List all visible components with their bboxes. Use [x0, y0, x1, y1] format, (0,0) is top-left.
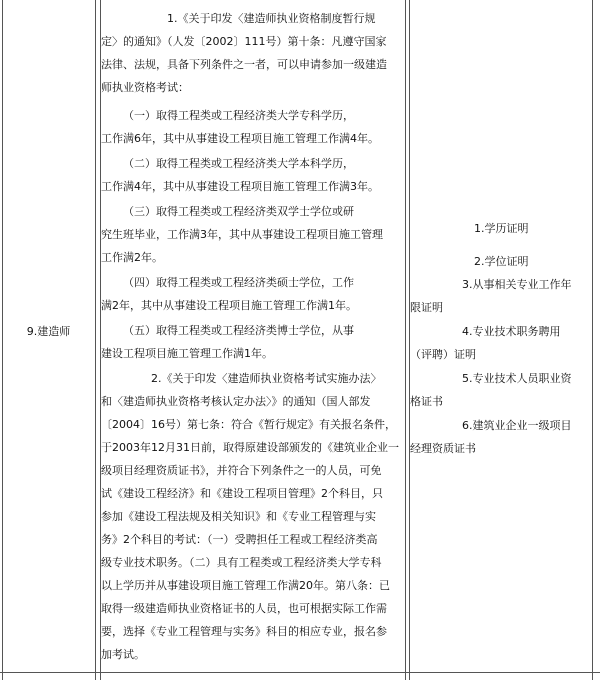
conditions-line: 工作满4年，其中从事建设工程项目施工管理工作满3年。 [101, 180, 379, 193]
conditions-line: 务》2个科目的考试：（一）受聘担任工程或工程经济类高 [101, 533, 378, 546]
conditions-line: 满2年，其中从事建设工程项目施工管理工作满1年。 [101, 299, 357, 312]
conditions-line: 取得一级建造师执业资格证书的人员，也可根据实际工作需 [101, 602, 387, 615]
conditions-line: 以上学历并从事建设项目施工管理工作满20年。第八条：已 [101, 579, 390, 592]
conditions-line: 建设工程项目施工管理工作满1年。 [101, 347, 273, 360]
profession-cell [3, 0, 94, 680]
materials-line: 2.学位证明 [474, 255, 529, 268]
conditions-line: 要，选择《专业工程管理与实务》科目的相应专业，报名参 [101, 625, 387, 638]
conditions-line: 1.《关于印发〈建造师执业资格制度暂行规 [167, 12, 376, 25]
conditions-line: 〔2004〕16号）第七条：符合《暂行规定》有关报名条件， [101, 418, 396, 431]
conditions-line: 工作满2年。 [101, 251, 163, 264]
column-divider [95, 0, 96, 680]
conditions-line: 参加《建设工程法规及相关知识》和《专业工程管理与实 [101, 510, 376, 523]
conditions-line: 于2003年12月31日前，取得原建设部颁发的《建筑业企业一 [101, 441, 399, 454]
conditions-line: 师执业资格考试： [101, 81, 189, 94]
conditions-line: （四）取得工程类或工程经济类硕士学位，工作 [123, 276, 354, 289]
materials-line: 限证明 [410, 301, 443, 314]
conditions-line: （三）取得工程类或工程经济类双学士学位或研 [123, 205, 354, 218]
conditions-line: 加考试。 [101, 648, 145, 661]
column-divider [405, 0, 406, 680]
conditions-line: 定〉的通知》（人发〔2002〕111号）第十条：凡遵守国家 [101, 35, 387, 48]
conditions-line: （二）取得工程类或工程经济类大学本科学历， [123, 157, 354, 170]
materials-line: 6.建筑业企业一级项目 [462, 419, 572, 432]
conditions-line: 2.《关于印发〈建造师执业资格考试实施办法〉 [151, 372, 382, 385]
materials-cell [410, 0, 590, 680]
table-border-right [592, 0, 593, 680]
materials-line: 5.专业技术人员职业资 [462, 372, 572, 385]
materials-line: 格证书 [410, 395, 443, 408]
conditions-line: 工作满6年，其中从事建设工程项目施工管理工作满4年。 [101, 132, 379, 145]
profession-label: 9.建造师 [26, 325, 71, 338]
conditions-line: 究生班毕业，工作满3年，其中从事建设工程项目施工管理 [101, 228, 383, 241]
conditions-line: 法律、法规，具备下列条件之一者，可以申请参加一级建造 [101, 58, 387, 71]
materials-line: 4.专业技术职务聘用 [462, 325, 561, 338]
conditions-line: （一）取得工程类或工程经济类大学专科学历， [123, 109, 354, 122]
materials-line: （评聘）证明 [410, 348, 476, 361]
conditions-cell [101, 0, 403, 680]
conditions-line: 试《建设工程经济》和《建设工程项目管理》2个科目，只 [101, 487, 383, 500]
materials-line: 1.学历证明 [474, 222, 529, 235]
conditions-line: 级项目经理资质证书》，并符合下列条件之一的人员，可免 [101, 464, 382, 477]
conditions-line: 和〈建造师执业资格考核认定办法〉》的通知（国人部发 [101, 395, 371, 408]
materials-line: 3.从事相关专业工作年 [462, 278, 572, 291]
materials-line: 经理资质证书 [410, 442, 476, 455]
conditions-line: （五）取得工程类或工程经济类博士学位，从事 [123, 324, 354, 337]
conditions-line: 级专业技术职务。（二）具有工程类或工程经济类大学专科 [101, 556, 382, 569]
